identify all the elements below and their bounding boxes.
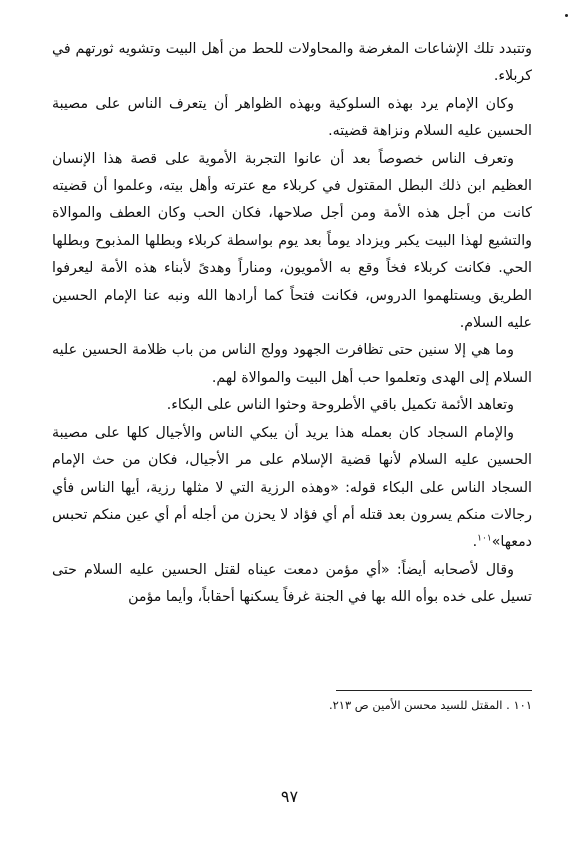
paragraph-6-tail: . xyxy=(472,534,478,551)
paragraph-5: وتعاهد الأئمة تكميل باقي الأطروحة وحثوا الناس على البكاء. xyxy=(166,397,514,414)
paragraph-4: وما هي إلا سنين حتى تظافرت الجهود وولج الناس من باب ظلامة الحسين عليه السلام إلى الهدى وتعلموا حب أهل البيت والموالاة لهم. xyxy=(52,342,532,386)
paragraph-2: وكان الإمام يرد بهذه السلوكية وبهذه الظواهر أن يتعرف الناس على مصيبة الحسين عليه السلام ونزاهة قضيته. xyxy=(52,95,532,140)
footnote-reference[interactable]: ١٠١ xyxy=(477,533,492,544)
page-number: ٩٧ xyxy=(280,787,299,806)
scan-speck xyxy=(565,14,568,17)
paragraph-3: وتعرف الناس خصوصاً بعد أن عانوا التجربة الأموية على قصة هذا الإنسان العظيم ابن ذلك البطل المقتول في كربلاء مع عترته وأهل بيته، وعلموا أن قضيته كانت من أجل هذه الأمة ومن أجل صلاحها، فكان الحب وكان العطف والموالاة والتشيع لهذا البيت يكبر ويزداد يوماً بعد يوم بواسطة كربلاء وبطلها المذبوح وبطلها الحي. فكانت كربلاء فخاً وقع به الأمويون، ومناراً وهدىً لأبناء هذه الأمة ليعرفوا الطريق ويستلهموا الدروس، فكانت فتحاً كما أرادها الله ونبه عنا الإمام الحسين عليه السلام. xyxy=(52,150,532,332)
footnote-text: ١٠١ . المقتل للسيد محسن الأمين ص ٢١٣. xyxy=(328,698,532,712)
paragraph-6-text: والإمام السجاد كان بعمله هذا يريد أن يبكي الناس والأجيال كلها على مصيبة الحسين عليه السلام لأنها قضية الإسلام على مر الأجيال، فكان من حث الإمام السجاد الناس على البكاء قوله: «وهذه الرزية التي لا مثلها رزية، أيها الناس فأي رجالات منكم يسرون بعد قتله أم أي فؤاد لا يحزن من أجله أم أي عين منكم تحبس دمعها» xyxy=(52,424,532,551)
paragraph-1: وتتبدد تلك الإشاعات المغرضة والمحاولات للحط من أهل البيت وتشويه ثورتهم في كربلاء. xyxy=(52,41,532,85)
paragraph-6 xyxy=(52,420,532,557)
main-text xyxy=(52,36,532,612)
footnote-divider xyxy=(336,690,532,691)
paragraph-7: وقال لأصحابه أيضاً: «أي مؤمن دمعت عيناه لقتل الحسين عليه السلام حتى تسيل على خده بوأه الله بها في الجنة غرفاً يسكنها أحقاباً، وأيما مؤمن xyxy=(52,561,532,606)
